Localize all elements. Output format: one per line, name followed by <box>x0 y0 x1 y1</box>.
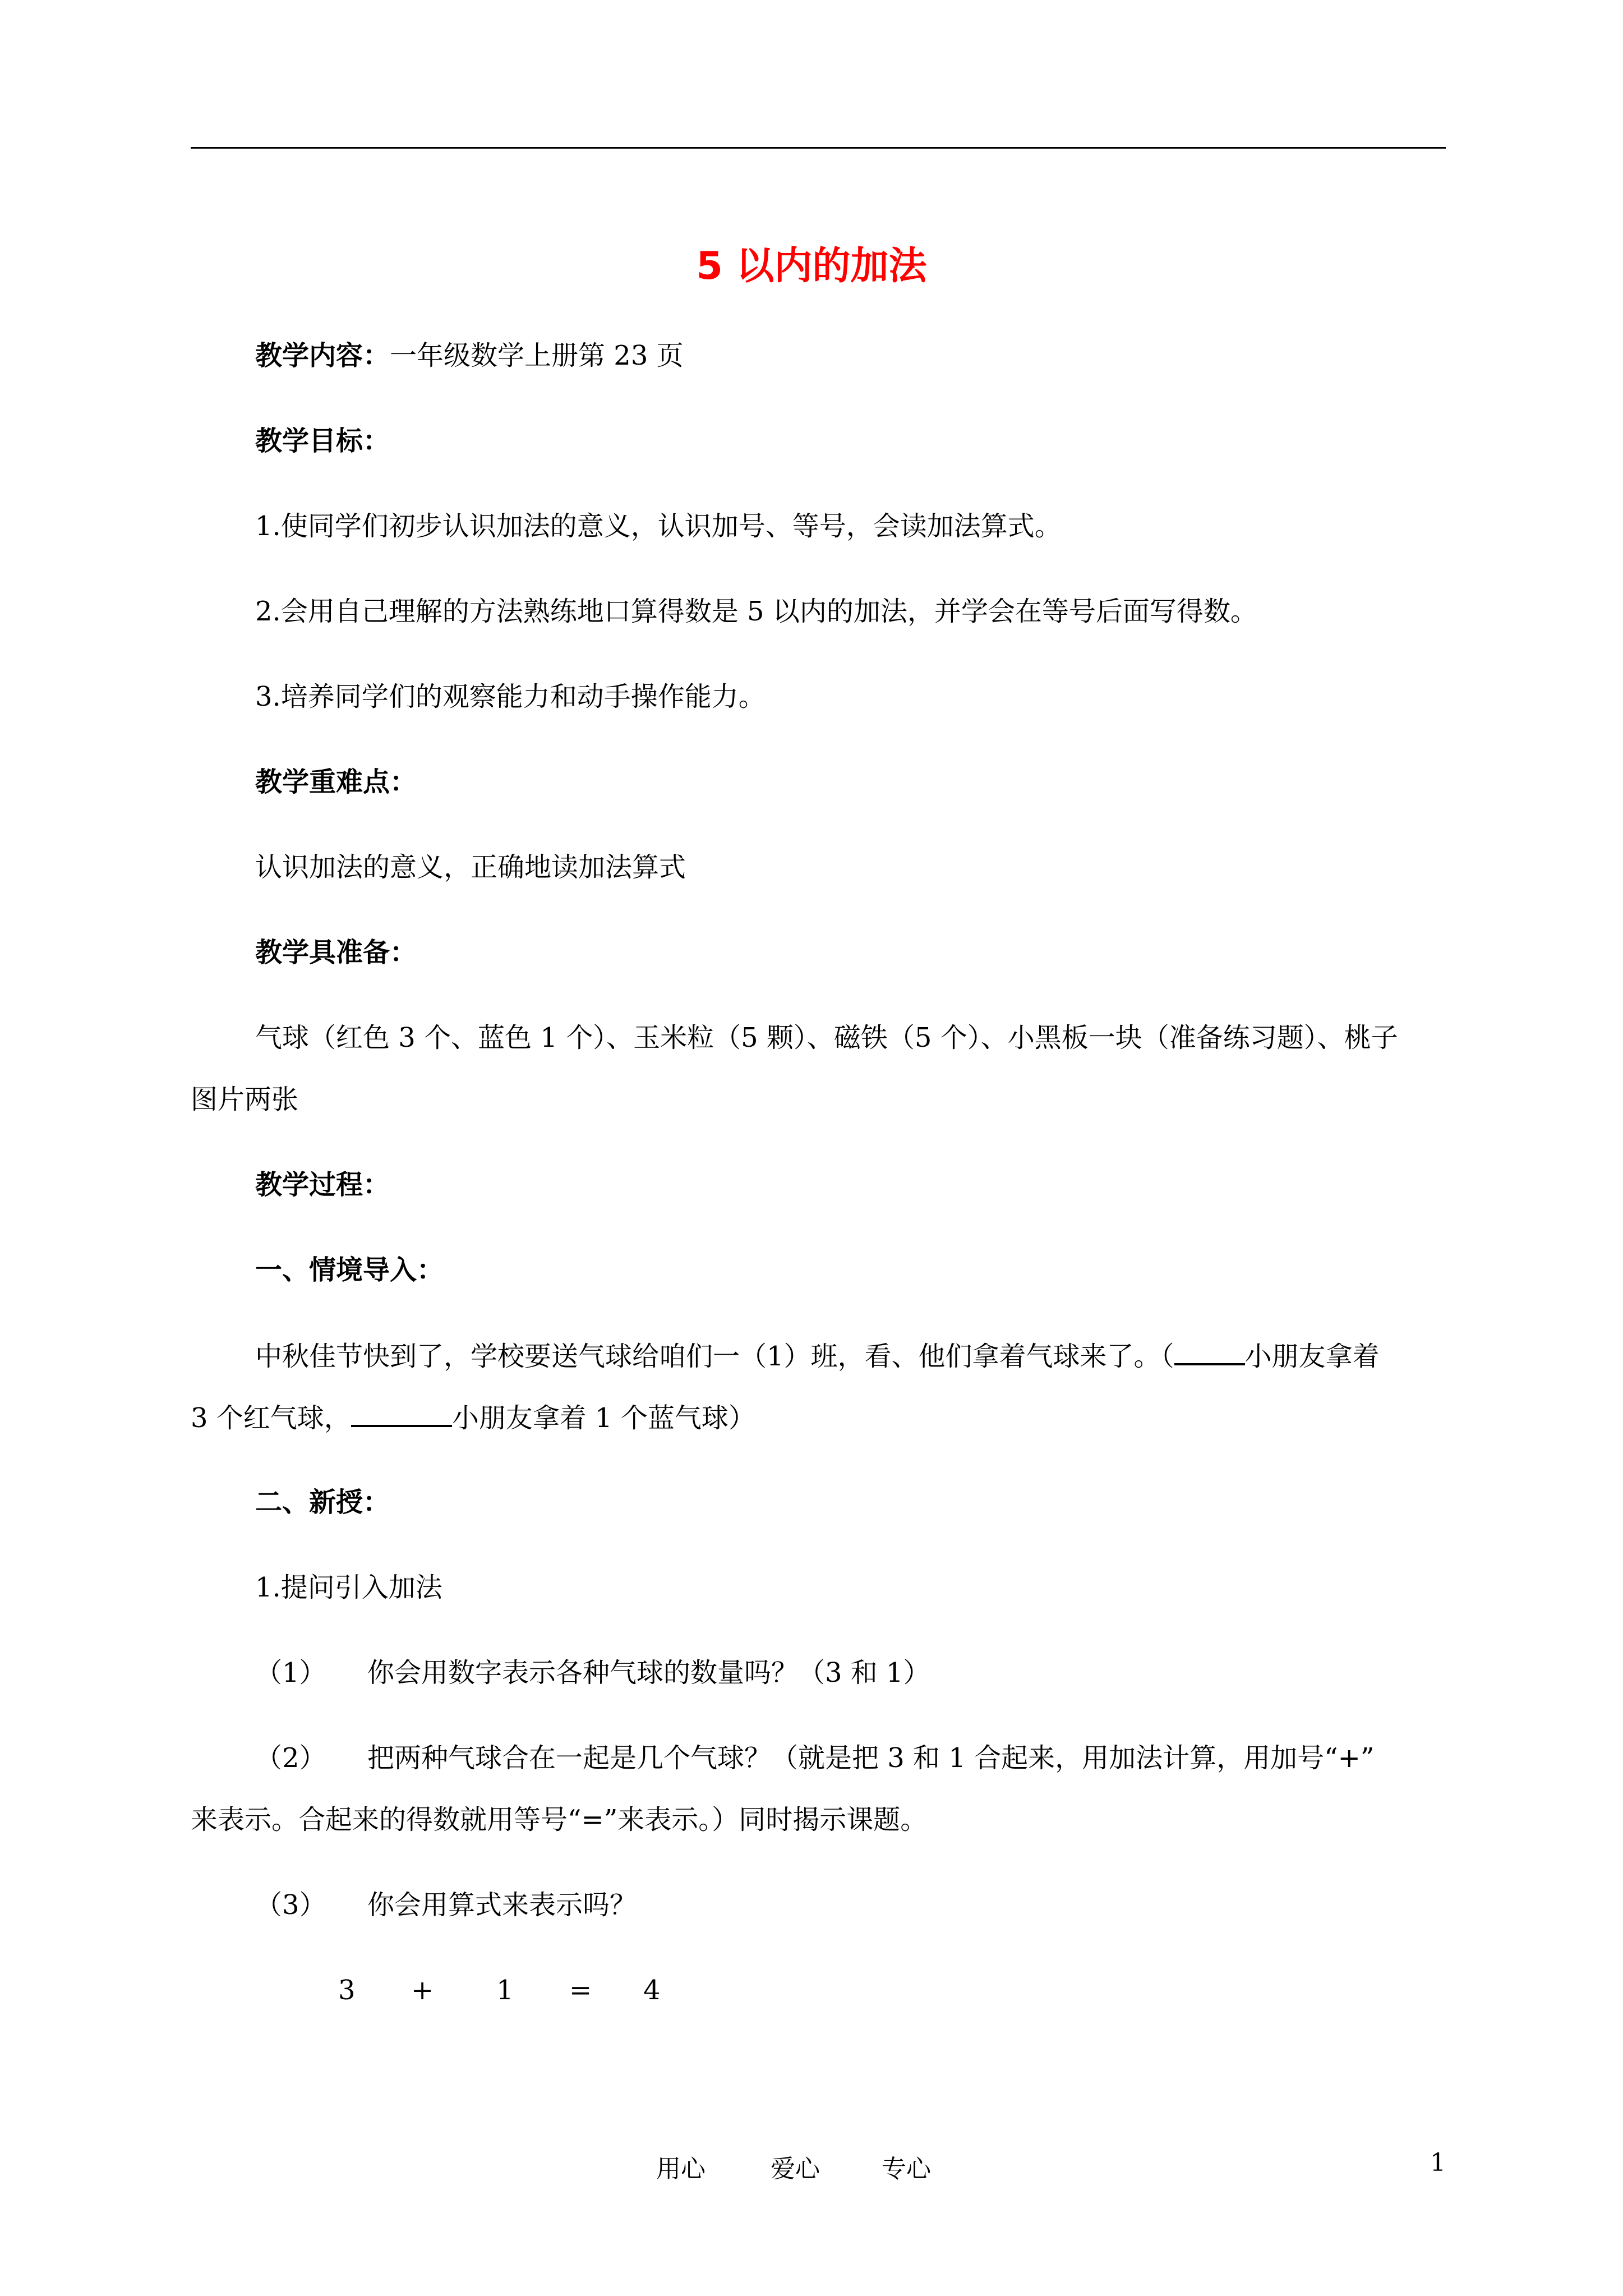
equation-equals: = <box>569 1975 592 2006</box>
section1-text-b: 小朋友拿着 <box>1244 1341 1380 1372</box>
section2-sub1: 1.提问引入加法 <box>255 1572 442 1603</box>
page-number: 1 <box>1430 2148 1446 2177</box>
equation-term: 1 <box>496 1975 514 2006</box>
section1-line-2 <box>191 1400 755 1435</box>
section1-line-1 <box>255 1338 1380 1373</box>
section1-text-d: 小朋友拿着 1 个蓝气球） <box>451 1402 755 1434</box>
question-2-text: 把两种气球合在一起是几个气球？（就是把 3 和 1 合起来，用加法计算，用加号“+” <box>367 1742 1375 1774</box>
key-points-label: 教学重难点： <box>255 766 417 798</box>
goal-item: 1.使同学们初步认识加法的意义，认识加号、等号，会读加法算式。 <box>255 510 1062 542</box>
goals-label: 教学目标： <box>255 425 390 457</box>
materials-line-2: 图片两张 <box>191 1084 299 1115</box>
process-label: 教学过程： <box>255 1169 390 1200</box>
equation-plus: + <box>411 1975 434 2006</box>
question-1-num: （1） <box>255 1657 326 1688</box>
footer-word: 爱心 <box>771 2155 820 2183</box>
goal-item: 2.会用自己理解的方法熟练地口算得数是 5 以内的加法，并学会在等号后面写得数。 <box>255 596 1257 627</box>
footer-word: 专心 <box>882 2155 931 2183</box>
content-line <box>255 339 684 372</box>
section1-label: 一、情境导入： <box>255 1254 444 1286</box>
question-3-num: （3） <box>255 1889 326 1921</box>
content-label: 教学内容： <box>255 340 390 371</box>
header-rule <box>191 147 1446 149</box>
page-title: 5 以内的加法 <box>696 244 927 288</box>
goal-item: 3.培养同学们的观察能力和动手操作能力。 <box>255 681 766 712</box>
key-points-text: 认识加法的意义，正确地读加法算式 <box>255 852 686 883</box>
materials-label: 教学具准备： <box>255 937 417 968</box>
fill-blank-1[interactable] <box>1174 1338 1245 1365</box>
question-3-text: 你会用算式来表示吗？ <box>367 1889 637 1921</box>
fill-blank-2[interactable] <box>351 1400 452 1427</box>
question-2-cont: 来表示。合起来的得数就用等号“=”来表示。）同时揭示课题。 <box>191 1804 928 1835</box>
question-2-num: （2） <box>255 1742 326 1774</box>
equation-result: 4 <box>643 1975 661 2006</box>
section1-text-c: 3 个红气球， <box>191 1402 351 1434</box>
materials-line-1: 气球（红色 3 个、蓝色 1 个）、玉米粒（5 颗）、磁铁（5 个）、小黑板一块（准备练习题）、桃子 <box>255 1022 1398 1053</box>
content-text: 一年级数学上册第 23 页 <box>390 340 684 371</box>
question-1-text: 你会用数字表示各种气球的数量吗？（3 和 1） <box>367 1657 930 1688</box>
section1-text-a: 中秋佳节快到了，学校要送气球给咱们一（1）班，看、他们拿着气球来了。（ <box>255 1341 1174 1372</box>
section2-label: 二、新授： <box>255 1487 390 1518</box>
equation <box>0 1973 1623 2007</box>
footer-word: 用心 <box>656 2155 706 2183</box>
equation-term: 3 <box>338 1975 356 2006</box>
